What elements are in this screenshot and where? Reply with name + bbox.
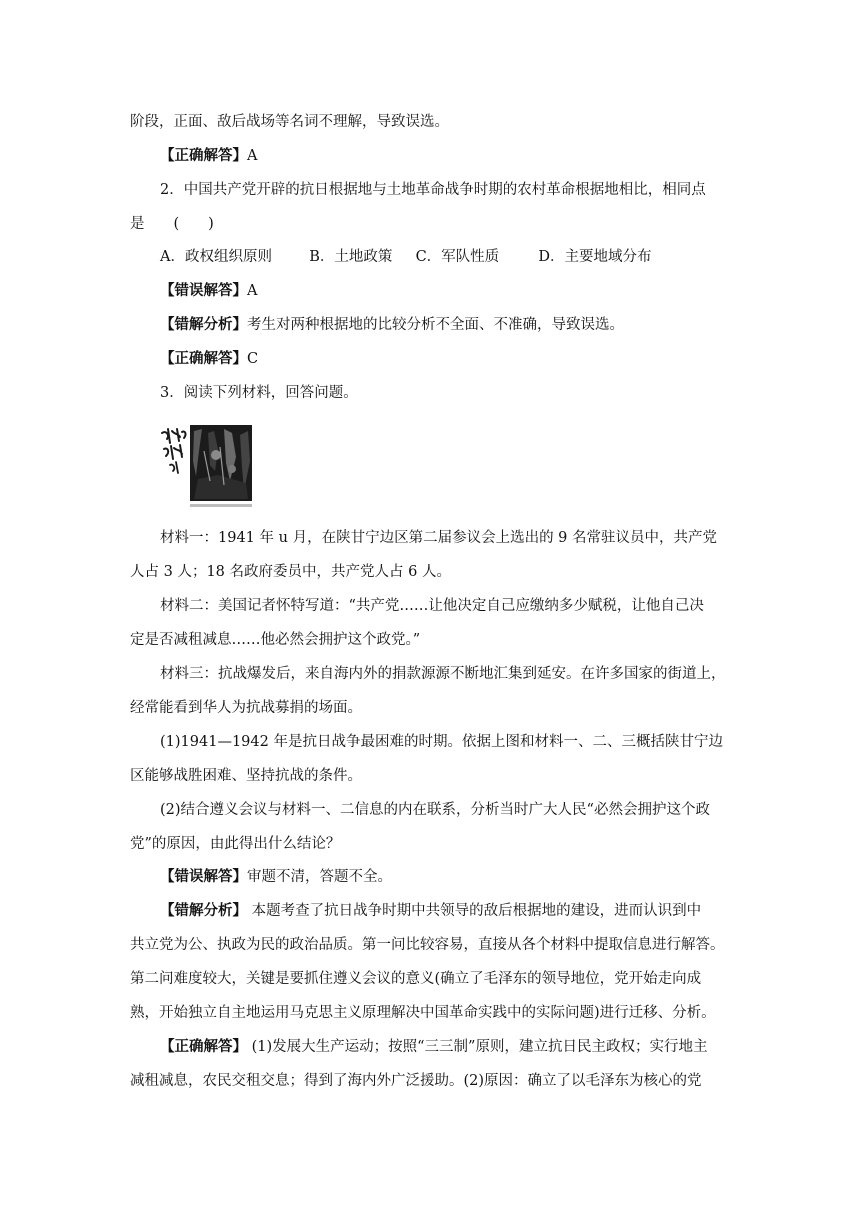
photo-caption-strip	[190, 504, 252, 507]
option-c: C．军队性质	[415, 249, 500, 265]
material-one-cont: 人占 3 人；18 名政府委员中，共产党人占 6 人。	[130, 564, 451, 580]
sub-question-2: (2)结合遵义会议与材料一、二信息的内在联系，分析当时广大人民“必然会拥护这个政	[160, 802, 710, 818]
analysis-line	[160, 315, 624, 335]
sub-question-2-cont: 党”的原因，由此得出什么结论？	[130, 836, 341, 852]
text-line: 阶段，正面、敌后战场等名词不理解，导致误选。	[130, 114, 449, 130]
section-heading: 【错解分析】	[160, 902, 247, 919]
analysis-text: 本题考查了抗日战争时期中共领导的敌后根据地的建设，进而认识到中	[251, 903, 702, 919]
analysis-cont: 共立党为公、执政为民的政治品质。第一问比较容易，直接从各个材料中提取信息进行解答。	[130, 937, 725, 953]
section-heading: 【错误解答】	[160, 282, 247, 299]
section-heading: 【错误解答】	[160, 868, 247, 885]
question-3-text: 3．阅读下列材料，回答问题。	[160, 385, 358, 401]
answer-text: 审题不清，答题不全。	[247, 869, 392, 885]
answer-line	[160, 349, 258, 369]
answer-line	[160, 281, 257, 301]
analysis-text: 考生对两种根据地的比较分析不全面、不准确，导致误选。	[247, 317, 624, 333]
section-heading: 【正确解答】	[160, 350, 247, 367]
answer-line	[160, 1037, 707, 1057]
material-two-cont: 定是否减租减息……他必然会拥护这个政党。”	[130, 632, 421, 648]
option-a: A．政权组织原则	[160, 249, 272, 265]
section-heading: 【错解分析】	[160, 316, 247, 333]
option-d: D．主要地域分布	[538, 249, 652, 265]
answer-text: C	[247, 351, 259, 367]
sub-question-1-cont: 区能够战胜困难、坚持抗战的条件。	[130, 768, 362, 784]
answer-text: A	[247, 148, 258, 164]
answer-text: (1)发展大生产运动；按照“三三制”原则，建立抗日民主政权；实行地主	[251, 1039, 708, 1055]
sub-question-1: (1)1941—1942 年是抗日战争最困难的时期。依据上图和材料一、二、三概括陕甘宁边	[160, 734, 723, 750]
historical-photo	[158, 421, 256, 511]
material-three-cont: 经常能看到华人为抗战募捐的场面。	[130, 700, 362, 716]
material-three: 材料三：抗战爆发后，来自海内外的捐款源源不断地汇集到延安。在许多国家的街道上，	[160, 666, 726, 682]
material-one: 材料一：1941 年 u 月，在陕甘宁边区第二届参议会上选出的 9 名常驻议员中，共产党	[160, 530, 718, 546]
analysis-line	[160, 901, 701, 921]
answer-line	[160, 867, 392, 887]
option-b: B．土地政策	[309, 249, 393, 265]
analysis-cont: 第二问难度较大，关键是要抓住遵义会议的意义(确立了毛泽东的领导地位，党开始走向成	[130, 971, 702, 987]
answer-text: A	[247, 283, 258, 299]
material-two: 材料二：美国记者怀特写道：“共产党……让他决定自己应缴纳多少赋税，让他自己决	[160, 598, 704, 614]
answer-line	[160, 146, 257, 166]
question-2-text-cont: 是 ( )	[130, 216, 214, 232]
question-2-text: 2．中国共产党开辟的抗日根据地与土地革命战争时期的农村革命根据地相比，相同点	[160, 182, 706, 198]
section-heading: 【正确解答】	[160, 1038, 247, 1055]
options-row	[160, 247, 652, 267]
analysis-cont: 熟，开始独立自主地运用马克思主义原理解决中国革命实践中的实际问题)进行迁移、分析。	[130, 1005, 716, 1021]
answer-cont: 减租减息，农民交租交息；得到了海内外广泛援助。(2)原因：确立了以毛泽东为核心的党	[130, 1073, 702, 1089]
section-heading: 【正确解答】	[160, 147, 247, 164]
